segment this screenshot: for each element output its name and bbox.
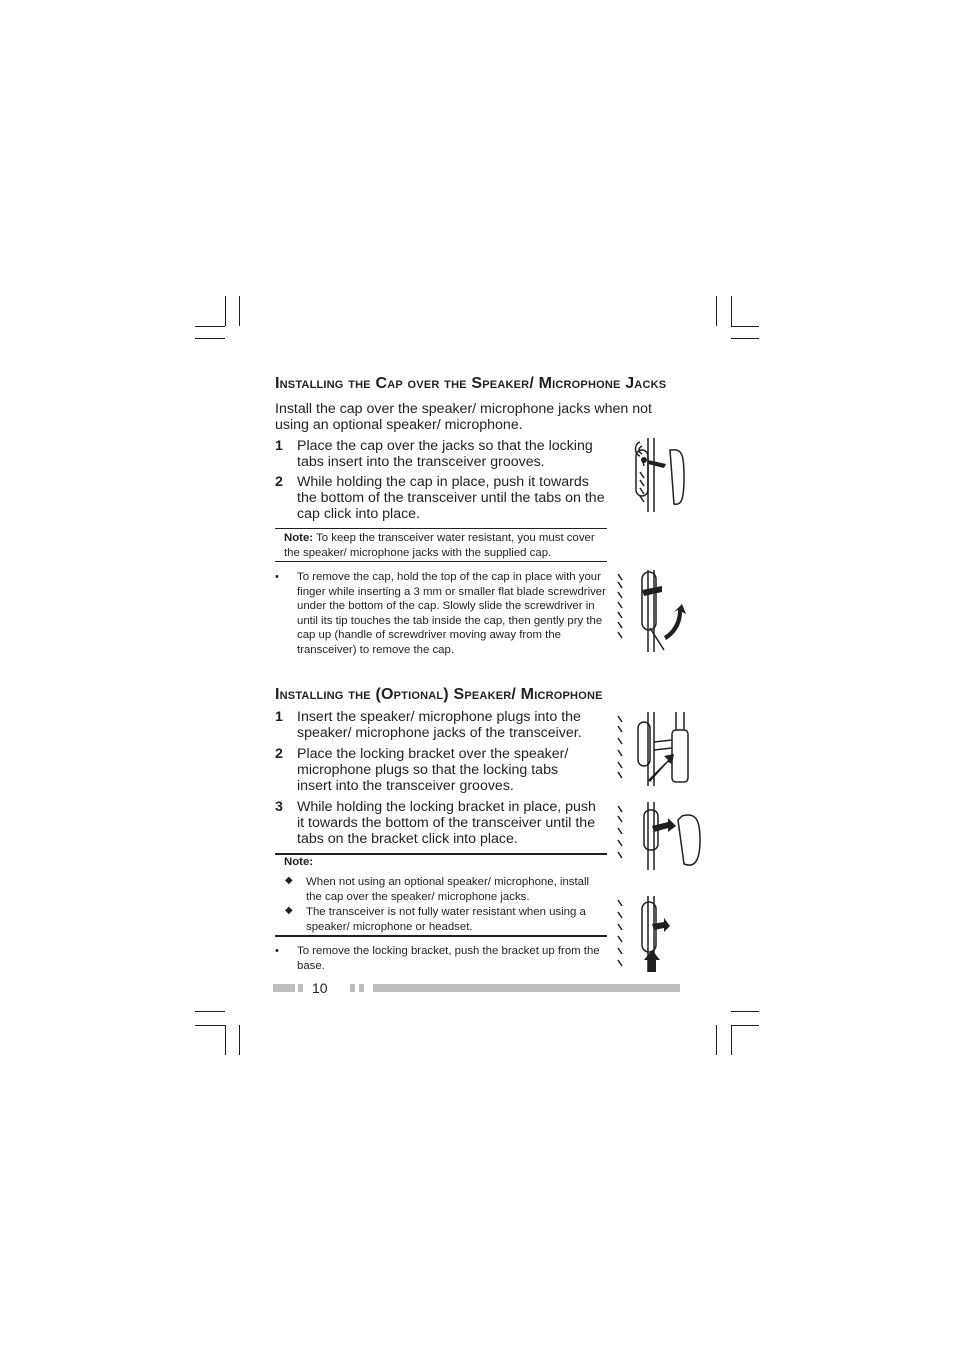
note-item: The transceiver is not fully water resistant when using a speaker/ microphone or headset. — [306, 906, 586, 933]
note — [284, 531, 602, 560]
crop-mark — [731, 1025, 759, 1026]
crop-mark — [731, 326, 759, 327]
step-text: While holding the locking bracket in place, push it towards the bottom of the transceiver until the tabs on the bracket click into place. — [297, 799, 596, 847]
step-number: 3 — [275, 799, 283, 815]
step-number: 1 — [275, 438, 283, 454]
cap-install-illustration — [612, 436, 692, 514]
footer-bar — [298, 984, 303, 992]
page-number: 10 — [312, 980, 328, 996]
crop-mark — [731, 296, 732, 326]
crop-mark — [195, 326, 225, 327]
footer-bar — [373, 984, 680, 992]
footer-bar — [350, 984, 355, 992]
crop-mark — [195, 1011, 225, 1012]
crop-mark — [731, 1011, 759, 1012]
crop-mark — [716, 1025, 717, 1055]
bracket-remove-illustration — [612, 894, 676, 974]
note-rule — [275, 528, 607, 529]
note-text: To keep the transceiver water resistant, you must cover the speaker/ microphone jacks with the supplied cap. — [284, 532, 595, 559]
bullet: • — [275, 571, 279, 583]
step-text: Place the cap over the jacks so that the locking tabs insert into the transceiver grooves. — [297, 438, 593, 470]
crop-mark — [239, 1025, 240, 1055]
note-item: When not using an optional speaker/ microphone, install the cap over the speaker/ microphone jacks. — [306, 876, 590, 903]
step-number: 2 — [275, 474, 283, 490]
crop-mark — [239, 296, 240, 326]
crop-mark — [195, 338, 225, 339]
bullet: • — [275, 945, 279, 957]
footer-bar — [273, 984, 295, 992]
step-number: 2 — [275, 746, 283, 762]
crop-mark — [731, 1025, 732, 1055]
crop-mark — [225, 1025, 226, 1055]
crop-mark — [716, 296, 717, 326]
plug-insert-illustration — [612, 710, 696, 788]
crop-mark — [195, 1025, 225, 1026]
crop-mark — [731, 338, 759, 339]
step-number: 1 — [275, 709, 283, 725]
note-rule — [275, 561, 607, 562]
note-label: Note: — [284, 856, 314, 868]
bullet-text: To remove the cap, hold the top of the cap in place with your finger while inserting a 3 mm or smaller flat blade screwdriver under the bottom of the cap. Slowly slide the screwdriver in until its tip touches the tab inside the cap, then gently pry the cap up (handle of screwdriver moving away from the transceiver) to remove the cap. — [297, 571, 606, 656]
note-rule — [275, 935, 607, 937]
note-rule — [275, 853, 607, 855]
crop-mark — [225, 296, 226, 326]
step-text: While holding the cap in place, push it towards the bottom of the transceiver until the tabs on the cap click into place. — [297, 474, 605, 522]
step-text: Place the locking bracket over the speaker/ microphone plugs so that the locking tabs insert into the transceiver grooves. — [297, 746, 569, 794]
step-text: Insert the speaker/ microphone plugs into the speaker/ microphone jacks of the transceiver. — [297, 709, 582, 741]
cap-remove-illustration — [612, 568, 692, 654]
diamond-bullet: ◆ — [285, 875, 293, 886]
bracket-place-illustration — [612, 800, 704, 872]
section-heading: Installing the Cap over the Speaker/ Microphone Jacks — [275, 375, 667, 392]
bullet-text: To remove the locking bracket, push the bracket up from the base. — [297, 945, 600, 972]
footer-bar — [359, 984, 364, 992]
intro-text: Install the cap over the speaker/ microphone jacks when not using an optional speaker/ microphone. — [275, 401, 652, 433]
diamond-bullet: ◆ — [285, 905, 293, 916]
note-label: Note: — [284, 532, 314, 544]
section-heading: Installing the (Optional) Speaker/ Microphone — [275, 686, 603, 703]
